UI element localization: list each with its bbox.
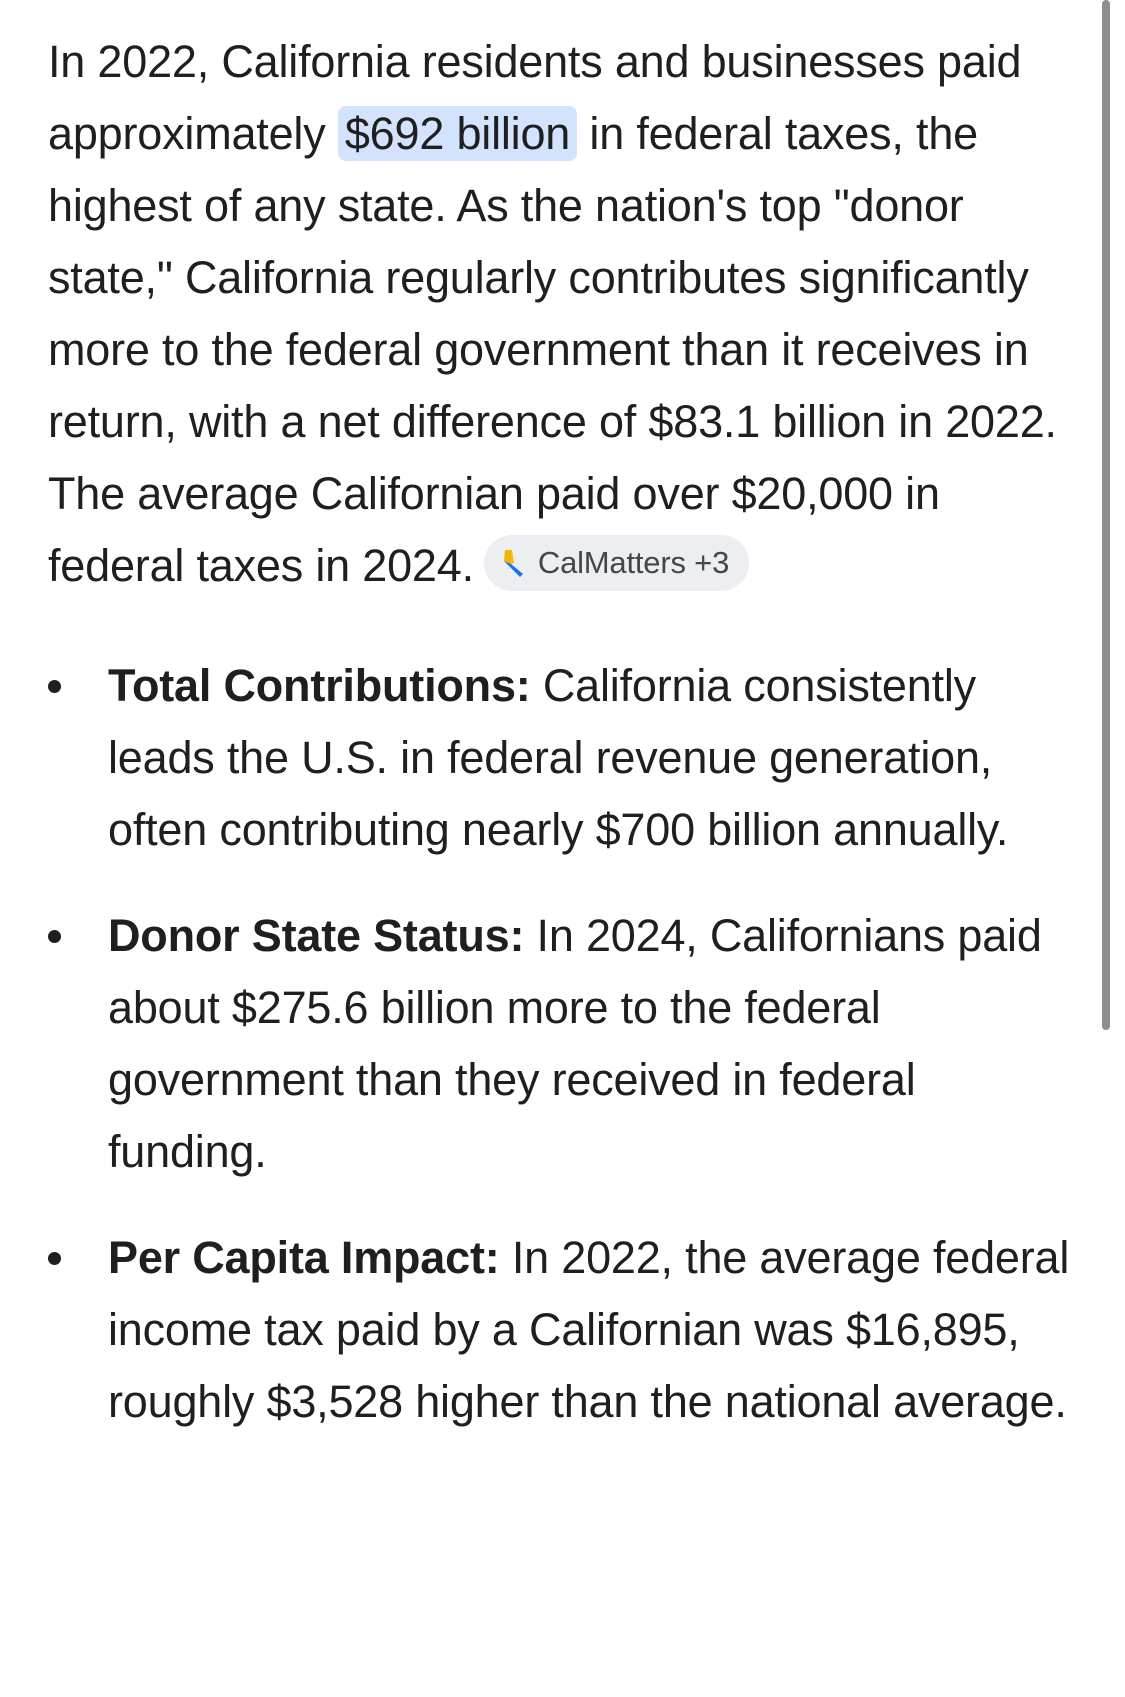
bullet-dot: [48, 930, 61, 943]
bullet-title: Per Capita Impact:: [108, 1232, 500, 1283]
source-chip-label: CalMatters +3: [537, 545, 730, 581]
bullet-text: In 2022, the average federal income tax paid by a Californian was $16,895, roughly $3,528 higher than the national average.: [108, 1232, 1070, 1427]
bullet-text: California consistently leads the U.S. in federal revenue generation, often contributing nearly $700 billion annually.: [108, 660, 1009, 855]
list-item: [48, 900, 1078, 1188]
bullet-title: Donor State Status:: [108, 910, 525, 961]
intro-text-start: In 2022, California residents and businesses paid approximately: [48, 36, 1022, 159]
bullet-dot: [48, 680, 61, 693]
list-item: [48, 1222, 1078, 1438]
source-chip[interactable]: [484, 535, 749, 591]
calmatters-logo-icon: [496, 547, 528, 579]
bullet-dot: [48, 1252, 61, 1265]
bullet-list: [48, 650, 1078, 1438]
intro-text-end: in federal taxes, the highest of any state. As the nation's top "donor state," California regularly contributes significantly more to the federal government than it receives in return, with a net difference of $83.1 billion in 2022. The average Californian paid over $20,000 in federal taxes in 2024.: [48, 108, 1057, 591]
scrollbar[interactable]: [1102, 0, 1110, 1030]
bullet-text: In 2024, Californians paid about $275.6 billion more to the federal government than they received in federal funding.: [108, 910, 1042, 1177]
response-content: [48, 26, 1078, 1472]
intro-paragraph: [48, 26, 1078, 602]
highlighted-figure[interactable]: $692 billion: [338, 106, 577, 161]
list-item: [48, 650, 1078, 866]
bullet-title: Total Contributions:: [108, 660, 531, 711]
